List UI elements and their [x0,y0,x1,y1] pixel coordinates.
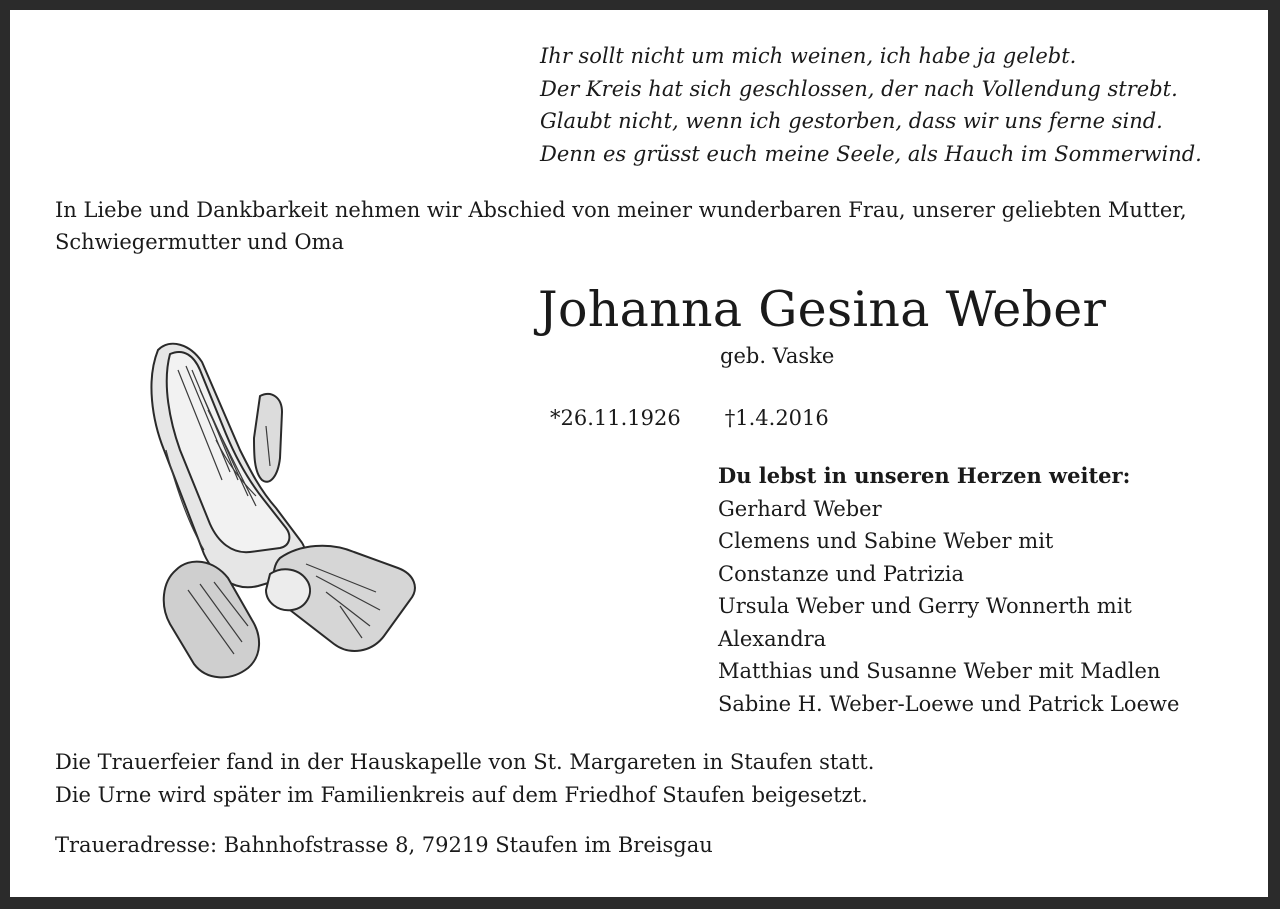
ceremony-line: Die Trauerfeier fand in der Hauskapelle von St. Margareten in Staufen statt. [55,750,875,774]
poem-line: Glaubt nicht, wenn ich gestorben, dass wir uns ferne sind. [540,109,1163,133]
list-item: Gerhard Weber [718,496,882,521]
maiden-name: geb. Vaske [720,344,835,368]
survivors-heading: Du lebst in unseren Herzen weiter: [718,463,1131,488]
death-date: †1.4.2016 [724,406,829,430]
mourning-address: Traueradresse: Bahnhofstrasse 8, 79219 Staufen im Breisgau [55,833,713,857]
list-item: Constanze und Patrizia [718,561,965,586]
poem [540,40,1202,170]
survivors-list [718,460,1179,720]
poem-line: Ihr sollt nicht um mich weinen, ich habe ja gelebt. [540,44,1077,68]
deceased-name: Johanna Gesina Weber [538,281,1107,338]
list-item: Ursula Weber und Gerry Wonnerth mit [718,594,1132,618]
life-dates [550,403,829,433]
praying-hands-icon [130,330,420,695]
ceremony-line: Die Urne wird später im Familienkreis auf dem Friedhof Staufen beigesetzt. [55,782,868,807]
birth-date: *26.11.1926 [550,406,681,430]
obituary-card [10,10,1268,897]
list-item: Clemens und Sabine Weber mit [718,529,1054,553]
list-item: Matthias und Susanne Weber mit Madlen [718,659,1161,683]
poem-line: Der Kreis hat sich geschlossen, der nach Vollendung strebt. [540,76,1178,101]
poem-line: Denn es grüsst euch meine Seele, als Hauch im Sommerwind. [540,141,1202,166]
list-item: Alexandra [718,626,827,651]
intro-text: In Liebe und Dankbarkeit nehmen wir Abschied von meiner wunderbaren Frau, unserer geliebten Mutter, Schwiegermutter und Oma [55,198,1187,254]
list-item: Sabine H. Weber-Loewe und Patrick Loewe [718,691,1180,716]
ceremony-info [55,746,874,811]
